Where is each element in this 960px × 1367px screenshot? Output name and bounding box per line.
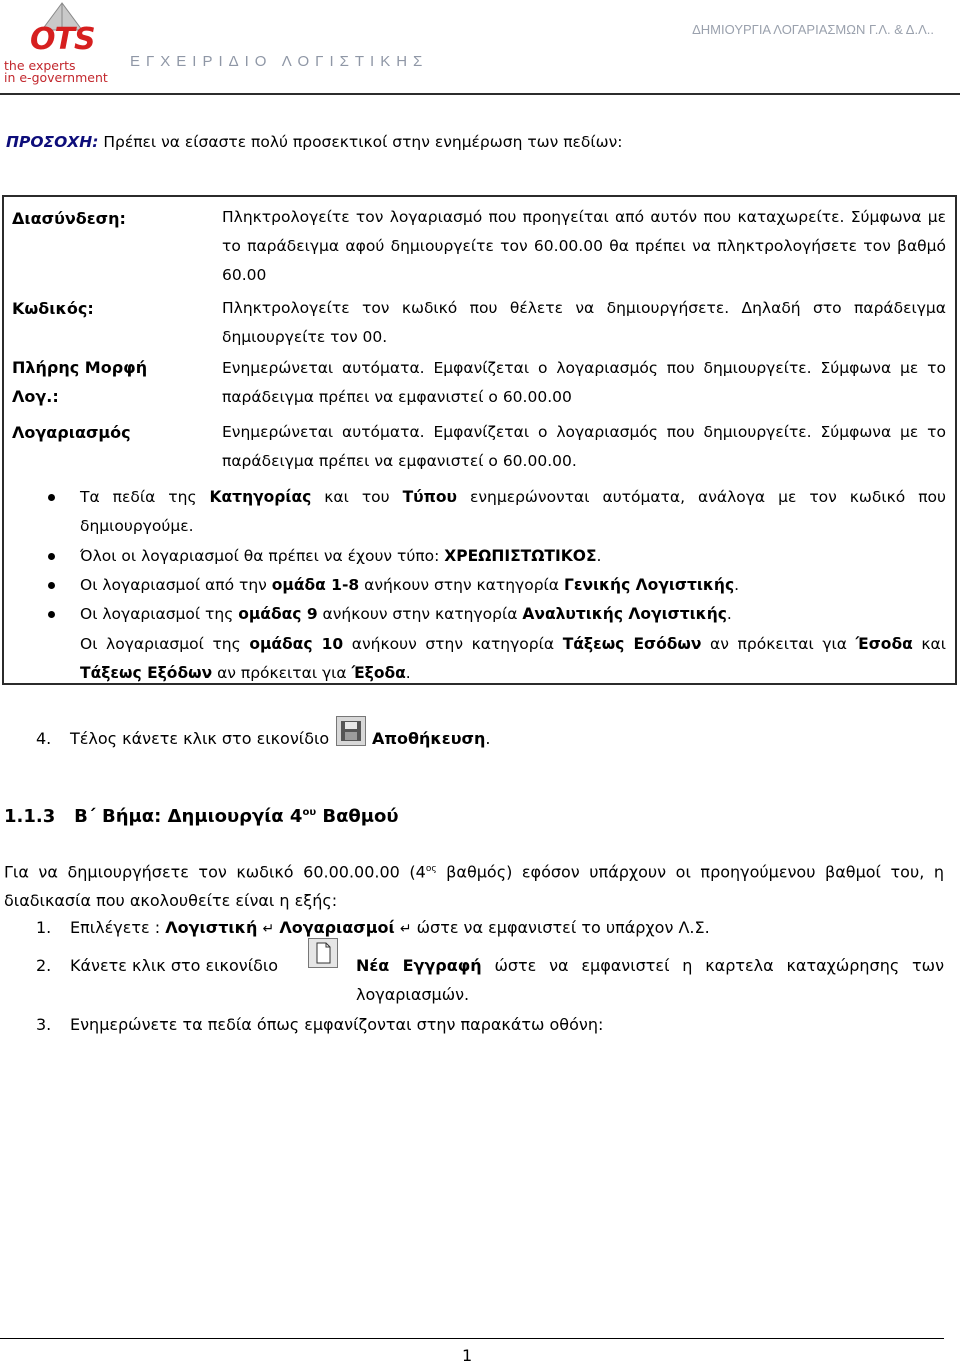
step1-number: 1. [36, 918, 52, 937]
bullet-type: Όλοι οι λογαριασμοί θα πρέπει να έχουν τύπο: ΧΡΕΩΠΙΣΤΩΤΙΚΟΣ. [80, 547, 602, 565]
bullet-group-10: Οι λογαριασμοί της ομάδας 10 ανήκουν στην κατηγορία Τάξεως Εσόδων αν πρόκειται για Έσοδα και Τάξεως Εξόδων αν πρόκειται για Έξοδα. [80, 635, 946, 682]
field-desc-link: Πληκτρολογείτε τον λογαριασμό που προηγείται από αυτόν που καταχωρείτε. Σύμφωνα με το παράδειγμα αφού δημιουργείτε τον 60.00.00 θα πρέπει να πληκτρολογήσετε τον βαθμό 60.00 [222, 208, 946, 284]
step4-number: 4. [36, 729, 52, 748]
new-record-icon[interactable] [308, 938, 338, 968]
step2-text-a: Κάνετε κλικ στο εικονίδιο [70, 956, 279, 975]
step3-text: Ενημερώνετε τα πεδία όπως εμφανίζονται στην παρακάτω οθόνη: [70, 1015, 604, 1034]
intro-paragraph: Για να δημιουργήσετε τον κωδικό 60.00.00.00 ($4^{o\varsigma}$ βαθμός) εφόσον υπάρχουν οι προηγούμενου βαθμοί του, η διαδικασία που ακολουθείτε είναι η εξής: [4, 862, 944, 911]
bullet-group-9: Οι λογαριασμοί της ομάδας 9 ανήκουν στην κατηγορία Αναλυτικής Λογιστικής. [80, 605, 732, 623]
section-heading: 1.1.3 Β΄ Βήμα: Δημιουργία $4^{o\upsilon}$ Βαθμού [4, 806, 399, 827]
field-label-code: Κωδικός: [12, 299, 94, 318]
bullet-dot [48, 582, 55, 589]
bullet-group-1-8: Οι λογαριασμοί από την ομάδα 1-8 ανήκουν στην κατηγορία Γενικής Λογιστικής. [80, 576, 740, 594]
field-label-fullform: Πλήρης Μορφή [12, 358, 148, 377]
header-manual-title: ΕΓΧΕΙΡΙΔΙΟ ΛΟΓΙΣΤΙΚΗΣ [130, 53, 429, 70]
enter-arrow-icon: ↵ [399, 921, 412, 937]
bullet-category-type: Τα πεδία της Κατηγορίας και του Τύπου ενημερώνονται αυτόματα, ανάλογα με τον κωδικό που δημιουργούμε. [80, 488, 946, 535]
bullet-dot [48, 611, 55, 618]
save-icon[interactable] [336, 716, 366, 746]
new-document-icon [309, 939, 337, 967]
page-number: 1 [462, 1346, 473, 1365]
bullet-dot [48, 494, 55, 501]
logo-tagline-line2: in e-government [4, 70, 108, 85]
warning-text: Πρέπει να είσαστε πολύ προσεκτικοί στην ενημέρωση των πεδίων: [103, 133, 623, 151]
enter-arrow-icon: ↵ [262, 921, 275, 937]
step2-text-b: Νέα Εγγραφή ώστε να εμφανιστεί η καρτελα καταχώρησης των λογαριασμών. [356, 956, 945, 1004]
step2-number: 2. [36, 956, 52, 975]
field-label-link: Διασύνδεση: [12, 209, 126, 228]
warning-line [6, 133, 623, 151]
field-label-fullform-2: Λογ.: [12, 387, 59, 406]
footer-divider [0, 1338, 944, 1339]
logo-tagline [4, 60, 108, 84]
step4-text: Τέλος κάνετε κλικ στο εικονίδιο [70, 729, 330, 748]
bullet-dot [48, 553, 55, 560]
header-divider [0, 93, 960, 95]
header-doc-title: ΔΗΜΙΟΥΡΓΙΑ ΛΟΓΑΡΙΑΣΜΩΝ Γ.Λ. & Δ.Λ.. [692, 22, 934, 37]
field-desc-fullform: Ενημερώνεται αυτόματα. Εμφανίζεται ο λογαριασμός που δημιουργείτε. Σύμφωνα με το παράδειγμα πρέπει να εμφανιστεί ο 60.00.00 [222, 359, 946, 406]
field-desc-account: Ενημερώνεται αυτόματα. Εμφανίζεται ο λογαριασμός που δημιουργείτε. Σύμφωνα με το παράδειγμα πρέπει να εμφανιστεί ο 60.00.00. [222, 423, 946, 470]
step4-save-label: Αποθήκευση. [372, 729, 491, 748]
logo-tagline-line1: the experts [4, 58, 76, 73]
field-desc-code: Πληκτρολογείτε τον κωδικό που θέλετε να δημιουργήσετε. Δηλαδή στο παράδειγμα δημιουργείτε τον 00. [222, 299, 946, 346]
step3-number: 3. [36, 1015, 52, 1034]
warning-label: ΠΡΟΣΟΧΗ: [6, 133, 99, 151]
floppy-disk-icon [337, 717, 365, 745]
logo-text: OTS [30, 22, 95, 57]
step1-text: Επιλέγετε : Λογιστική ↵ Λογαριασμοί ↵ ώστε να εμφανιστεί το υπάρχον Λ.Σ. [70, 918, 710, 937]
field-label-account: Λογαριασμός [12, 423, 131, 442]
